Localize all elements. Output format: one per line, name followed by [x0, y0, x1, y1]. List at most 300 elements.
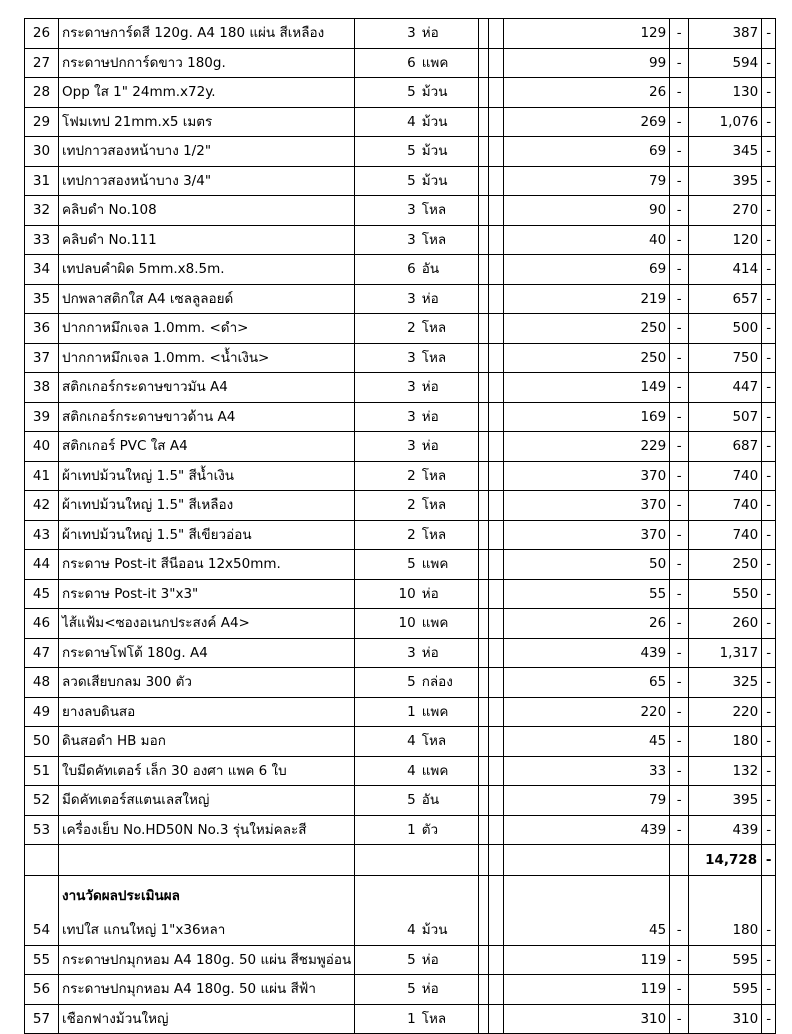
dash-cell: -: [670, 373, 689, 403]
item-total-price: 550: [689, 579, 762, 609]
item-number: 45: [25, 579, 59, 609]
item-quantity: 3: [355, 225, 419, 255]
item-quantity: 5: [355, 668, 419, 698]
item-unit-price: 50: [504, 550, 670, 580]
item-total-price: 310: [689, 1004, 762, 1034]
blank-cell: [489, 255, 504, 285]
dash-cell: -: [670, 668, 689, 698]
item-description: Opp ใส 1" 24mm.x72y.: [59, 78, 355, 108]
dash-cell: -: [762, 461, 776, 491]
blank-cell: [489, 697, 504, 727]
dash-cell: -: [762, 196, 776, 226]
blank-cell: [479, 579, 489, 609]
item-total-price: 740: [689, 520, 762, 550]
dash-cell: -: [762, 78, 776, 108]
item-unit: ห่อ: [419, 284, 479, 314]
table-row: [25, 196, 776, 226]
table-row: [25, 166, 776, 196]
item-quantity: 4: [355, 107, 419, 137]
dash-cell: -: [762, 815, 776, 845]
item-quantity: 1: [355, 1004, 419, 1034]
item-unit: ห่อ: [419, 975, 479, 1005]
dash-cell: -: [670, 916, 689, 945]
item-unit: ม้วน: [419, 916, 479, 945]
item-number: 50: [25, 727, 59, 757]
item-description: กระดาษ Post-it 3"x3": [59, 579, 355, 609]
item-unit-price: 250: [504, 343, 670, 373]
dash-cell: -: [762, 609, 776, 639]
blank-cell: [489, 520, 504, 550]
item-total-price: 180: [689, 727, 762, 757]
item-unit: ห่อ: [419, 638, 479, 668]
item-unit-price: 219: [504, 284, 670, 314]
table-row: [25, 668, 776, 698]
dash-cell: -: [762, 373, 776, 403]
item-unit-price: 119: [504, 945, 670, 975]
table-row: [25, 638, 776, 668]
dash-cell: -: [762, 520, 776, 550]
item-total-price: 500: [689, 314, 762, 344]
blank-cell: [762, 876, 776, 917]
item-quantity: 3: [355, 402, 419, 432]
item-total-price: 387: [689, 19, 762, 49]
item-unit-price: 149: [504, 373, 670, 403]
item-total-price: 345: [689, 137, 762, 167]
dash-cell: -: [762, 107, 776, 137]
blank-cell: [479, 402, 489, 432]
blank-cell: [489, 786, 504, 816]
blank-cell: [479, 845, 489, 876]
table-row: [25, 945, 776, 975]
dash-cell: -: [762, 491, 776, 521]
item-description: ปากกาหมึกเจล 1.0mm. <ดำ>: [59, 314, 355, 344]
item-quantity: 3: [355, 19, 419, 49]
table-row: [25, 815, 776, 845]
item-unit: ห่อ: [419, 19, 479, 49]
item-number: 35: [25, 284, 59, 314]
item-number: 55: [25, 945, 59, 975]
item-quantity: 5: [355, 786, 419, 816]
item-total-price: 260: [689, 609, 762, 639]
item-number: 31: [25, 166, 59, 196]
blank-cell: [59, 845, 355, 876]
item-description: ปากกาหมึกเจล 1.0mm. <น้ำเงิน>: [59, 343, 355, 373]
item-description: ไส้แฟ้ม<ซองอเนกประสงค์ A4>: [59, 609, 355, 639]
blank-cell: [689, 876, 762, 917]
item-quantity: 2: [355, 491, 419, 521]
item-unit: โหล: [419, 520, 479, 550]
dash-cell: -: [670, 697, 689, 727]
item-number: 44: [25, 550, 59, 580]
blank-cell: [489, 137, 504, 167]
item-unit-price: 65: [504, 668, 670, 698]
dash-cell: -: [762, 402, 776, 432]
blank-cell: [479, 343, 489, 373]
item-unit: อัน: [419, 786, 479, 816]
blank-cell: [479, 638, 489, 668]
blank-cell: [479, 786, 489, 816]
item-number: 48: [25, 668, 59, 698]
item-unit: ห่อ: [419, 373, 479, 403]
item-total-price: 1,076: [689, 107, 762, 137]
blank-cell: [479, 255, 489, 285]
blank-cell: [479, 196, 489, 226]
item-unit: โหล: [419, 314, 479, 344]
item-description: เครื่องเย็บ No.HD50N No.3 รุ่นใหม่คละสี: [59, 815, 355, 845]
dash-cell: -: [670, 48, 689, 78]
dash-cell: -: [670, 975, 689, 1005]
dash-cell: -: [670, 343, 689, 373]
item-unit-price: 79: [504, 166, 670, 196]
dash-cell: -: [670, 520, 689, 550]
blank-cell: [489, 975, 504, 1005]
item-total-price: 414: [689, 255, 762, 285]
table-row: [25, 314, 776, 344]
item-quantity: 2: [355, 520, 419, 550]
item-number: 39: [25, 402, 59, 432]
item-number: 52: [25, 786, 59, 816]
item-description: กระดาษปกมุกหอม A4 180g. 50 แผ่น สีชมพูอ่อน: [59, 945, 355, 975]
item-total-price: 120: [689, 225, 762, 255]
item-number: 33: [25, 225, 59, 255]
item-total-price: 395: [689, 166, 762, 196]
item-total-price: 595: [689, 945, 762, 975]
blank-cell: [489, 284, 504, 314]
item-number: 28: [25, 78, 59, 108]
blank-cell: [479, 107, 489, 137]
item-total-price: 220: [689, 697, 762, 727]
blank-cell: [489, 579, 504, 609]
blank-cell: [419, 876, 479, 917]
table-row: [25, 550, 776, 580]
dash-cell: -: [670, 78, 689, 108]
blank-cell: [479, 697, 489, 727]
blank-cell: [489, 916, 504, 945]
blank-cell: [504, 845, 670, 876]
item-total-price: 270: [689, 196, 762, 226]
item-quantity: 10: [355, 609, 419, 639]
blank-cell: [479, 727, 489, 757]
table-row: [25, 373, 776, 403]
item-quantity: 3: [355, 432, 419, 462]
item-number: 57: [25, 1004, 59, 1034]
item-description: ผ้าเทปม้วนใหญ่ 1.5" สีเขียวอ่อน: [59, 520, 355, 550]
dash-cell: -: [762, 225, 776, 255]
items-group-a: [25, 19, 776, 845]
dash-cell: -: [762, 727, 776, 757]
blank-cell: [479, 975, 489, 1005]
dash-cell: -: [670, 638, 689, 668]
blank-cell: [489, 815, 504, 845]
blank-cell: [489, 638, 504, 668]
blank-cell: [489, 609, 504, 639]
item-quantity: 5: [355, 975, 419, 1005]
item-unit-price: 370: [504, 461, 670, 491]
item-number: 29: [25, 107, 59, 137]
item-total-price: 250: [689, 550, 762, 580]
dash-cell: -: [762, 284, 776, 314]
table-row: [25, 78, 776, 108]
table-row: [25, 520, 776, 550]
blank-cell: [489, 343, 504, 373]
table-row: [25, 255, 776, 285]
dash-cell: -: [670, 727, 689, 757]
item-unit-price: 26: [504, 609, 670, 639]
dash-cell: -: [670, 461, 689, 491]
item-description: ปกพลาสติกใส A4 เซลลูลอยด์: [59, 284, 355, 314]
blank-cell: [670, 876, 689, 917]
item-quantity: 4: [355, 727, 419, 757]
section-title: งานวัดผลประเมินผล: [59, 876, 355, 917]
item-number: 43: [25, 520, 59, 550]
item-number: 30: [25, 137, 59, 167]
table-row: [25, 579, 776, 609]
dash-cell: -: [762, 579, 776, 609]
item-unit: แพค: [419, 756, 479, 786]
item-unit: ตัว: [419, 815, 479, 845]
item-number: 36: [25, 314, 59, 344]
item-number: 27: [25, 48, 59, 78]
blank-cell: [489, 1004, 504, 1034]
table-row: [25, 461, 776, 491]
item-description: ลวดเสียบกลม 300 ตัว: [59, 668, 355, 698]
blank-cell: [355, 845, 419, 876]
blank-cell: [479, 19, 489, 49]
subtotal-group: [25, 845, 776, 917]
blank-cell: [25, 876, 59, 917]
blank-cell: [479, 945, 489, 975]
item-quantity: 1: [355, 697, 419, 727]
item-description: ใบมีดคัทเตอร์ เล็ก 30 องศา แพค 6 ใบ: [59, 756, 355, 786]
items-table: [24, 18, 776, 1034]
item-description: ผ้าเทปม้วนใหญ่ 1.5" สีเหลือง: [59, 491, 355, 521]
blank-cell: [479, 815, 489, 845]
item-number: 26: [25, 19, 59, 49]
dash-cell: -: [762, 1004, 776, 1034]
dash-cell: -: [762, 137, 776, 167]
table-row: [25, 727, 776, 757]
item-total-price: 740: [689, 491, 762, 521]
dash-cell: -: [670, 314, 689, 344]
blank-cell: [489, 845, 504, 876]
item-number: 51: [25, 756, 59, 786]
table-row: [25, 137, 776, 167]
item-total-price: 657: [689, 284, 762, 314]
dash-cell: -: [670, 491, 689, 521]
item-total-price: 687: [689, 432, 762, 462]
blank-cell: [504, 876, 670, 917]
item-unit-price: 129: [504, 19, 670, 49]
item-number: 38: [25, 373, 59, 403]
dash-cell: -: [670, 815, 689, 845]
item-total-price: 439: [689, 815, 762, 845]
blank-cell: [489, 756, 504, 786]
item-unit-price: 269: [504, 107, 670, 137]
item-unit: โหล: [419, 1004, 479, 1034]
dash-cell: -: [670, 579, 689, 609]
item-unit: ห่อ: [419, 945, 479, 975]
blank-cell: [489, 727, 504, 757]
item-description: คลิบดำ No.111: [59, 225, 355, 255]
item-unit: กล่อง: [419, 668, 479, 698]
table-row: [25, 756, 776, 786]
item-number: 40: [25, 432, 59, 462]
item-unit-price: 99: [504, 48, 670, 78]
item-description: เทปกาวสองหน้าบาง 3/4": [59, 166, 355, 196]
blank-cell: [489, 196, 504, 226]
item-unit: อัน: [419, 255, 479, 285]
blank-cell: [479, 284, 489, 314]
blank-cell: [489, 48, 504, 78]
dash-cell: -: [670, 107, 689, 137]
dash-cell: -: [670, 284, 689, 314]
item-unit: โหล: [419, 343, 479, 373]
dash-cell: -: [762, 166, 776, 196]
item-unit-price: 169: [504, 402, 670, 432]
item-unit: โหล: [419, 491, 479, 521]
dash-cell: -: [762, 845, 776, 876]
dash-cell: -: [762, 314, 776, 344]
blank-cell: [479, 137, 489, 167]
item-description: เชือกฟางม้วนใหญ่: [59, 1004, 355, 1034]
dash-cell: -: [670, 432, 689, 462]
item-unit-price: 439: [504, 815, 670, 845]
dash-cell: -: [670, 609, 689, 639]
dash-cell: -: [762, 550, 776, 580]
item-quantity: 5: [355, 137, 419, 167]
item-quantity: 3: [355, 638, 419, 668]
item-unit-price: 220: [504, 697, 670, 727]
table-row: [25, 225, 776, 255]
section-header-row: [25, 876, 776, 917]
dash-cell: -: [762, 255, 776, 285]
item-unit: ม้วน: [419, 78, 479, 108]
item-unit: แพค: [419, 48, 479, 78]
item-number: 34: [25, 255, 59, 285]
item-quantity: 1: [355, 815, 419, 845]
item-unit-price: 310: [504, 1004, 670, 1034]
item-number: 42: [25, 491, 59, 521]
item-quantity: 5: [355, 78, 419, 108]
item-total-price: 132: [689, 756, 762, 786]
item-unit-price: 33: [504, 756, 670, 786]
item-quantity: 10: [355, 579, 419, 609]
table-row: [25, 916, 776, 945]
dash-cell: -: [762, 697, 776, 727]
items-group-b: [25, 916, 776, 1034]
blank-cell: [479, 314, 489, 344]
dash-cell: -: [762, 638, 776, 668]
item-description: กระดาษปกมุกหอม A4 180g. 50 แผ่น สีฟ้า: [59, 975, 355, 1005]
blank-cell: [419, 845, 479, 876]
blank-cell: [479, 225, 489, 255]
dash-cell: -: [762, 48, 776, 78]
dash-cell: -: [762, 432, 776, 462]
dash-cell: -: [670, 166, 689, 196]
item-description: เทปลบคำผิด 5mm.x8.5m.: [59, 255, 355, 285]
table-row: [25, 697, 776, 727]
item-description: ผ้าเทปม้วนใหญ่ 1.5" สีน้ำเงิน: [59, 461, 355, 491]
item-description: กระดาษการ์ดสี 120g. A4 180 แผ่น สีเหลือง: [59, 19, 355, 49]
item-unit-price: 69: [504, 137, 670, 167]
item-unit: แพค: [419, 550, 479, 580]
blank-cell: [489, 402, 504, 432]
dash-cell: -: [762, 916, 776, 945]
blank-cell: [479, 609, 489, 639]
blank-cell: [479, 550, 489, 580]
blank-cell: [479, 166, 489, 196]
dash-cell: -: [762, 945, 776, 975]
item-unit: แพค: [419, 609, 479, 639]
item-number: 56: [25, 975, 59, 1005]
item-unit: แพค: [419, 697, 479, 727]
item-unit-price: 250: [504, 314, 670, 344]
table-row: [25, 107, 776, 137]
item-quantity: 2: [355, 314, 419, 344]
table-row: [25, 432, 776, 462]
dash-cell: -: [670, 402, 689, 432]
blank-cell: [489, 166, 504, 196]
item-quantity: 3: [355, 196, 419, 226]
item-quantity: 2: [355, 461, 419, 491]
blank-cell: [489, 314, 504, 344]
item-number: 49: [25, 697, 59, 727]
blank-cell: [479, 78, 489, 108]
item-total-price: 325: [689, 668, 762, 698]
dash-cell: -: [670, 550, 689, 580]
dash-cell: -: [762, 975, 776, 1005]
item-unit-price: 229: [504, 432, 670, 462]
dash-cell: -: [670, 19, 689, 49]
table-row: [25, 19, 776, 49]
blank-cell: [489, 225, 504, 255]
item-unit: ห่อ: [419, 432, 479, 462]
item-quantity: 3: [355, 284, 419, 314]
item-number: 47: [25, 638, 59, 668]
blank-cell: [489, 19, 504, 49]
blank-cell: [489, 432, 504, 462]
item-total-price: 750: [689, 343, 762, 373]
item-number: 54: [25, 916, 59, 945]
item-number: 53: [25, 815, 59, 845]
item-unit: โหล: [419, 196, 479, 226]
item-total-price: 1,317: [689, 638, 762, 668]
blank-cell: [479, 48, 489, 78]
blank-cell: [489, 945, 504, 975]
blank-cell: [479, 876, 489, 917]
item-unit-price: 119: [504, 975, 670, 1005]
blank-cell: [479, 756, 489, 786]
item-number: 37: [25, 343, 59, 373]
item-description: เทปกาวสองหน้าบาง 1/2": [59, 137, 355, 167]
item-description: ดินสอดำ HB มอก: [59, 727, 355, 757]
item-unit-price: 439: [504, 638, 670, 668]
item-quantity: 5: [355, 945, 419, 975]
table-row: [25, 609, 776, 639]
item-unit-price: 79: [504, 786, 670, 816]
dash-cell: -: [762, 668, 776, 698]
dash-cell: -: [670, 137, 689, 167]
item-total-price: 180: [689, 916, 762, 945]
dash-cell: -: [762, 786, 776, 816]
blank-cell: [670, 845, 689, 876]
blank-cell: [479, 916, 489, 945]
item-unit-price: 370: [504, 491, 670, 521]
dash-cell: -: [762, 19, 776, 49]
dash-cell: -: [670, 945, 689, 975]
item-description: กระดาษ Post-it สีนีออน 12x50mm.: [59, 550, 355, 580]
item-unit-price: 55: [504, 579, 670, 609]
